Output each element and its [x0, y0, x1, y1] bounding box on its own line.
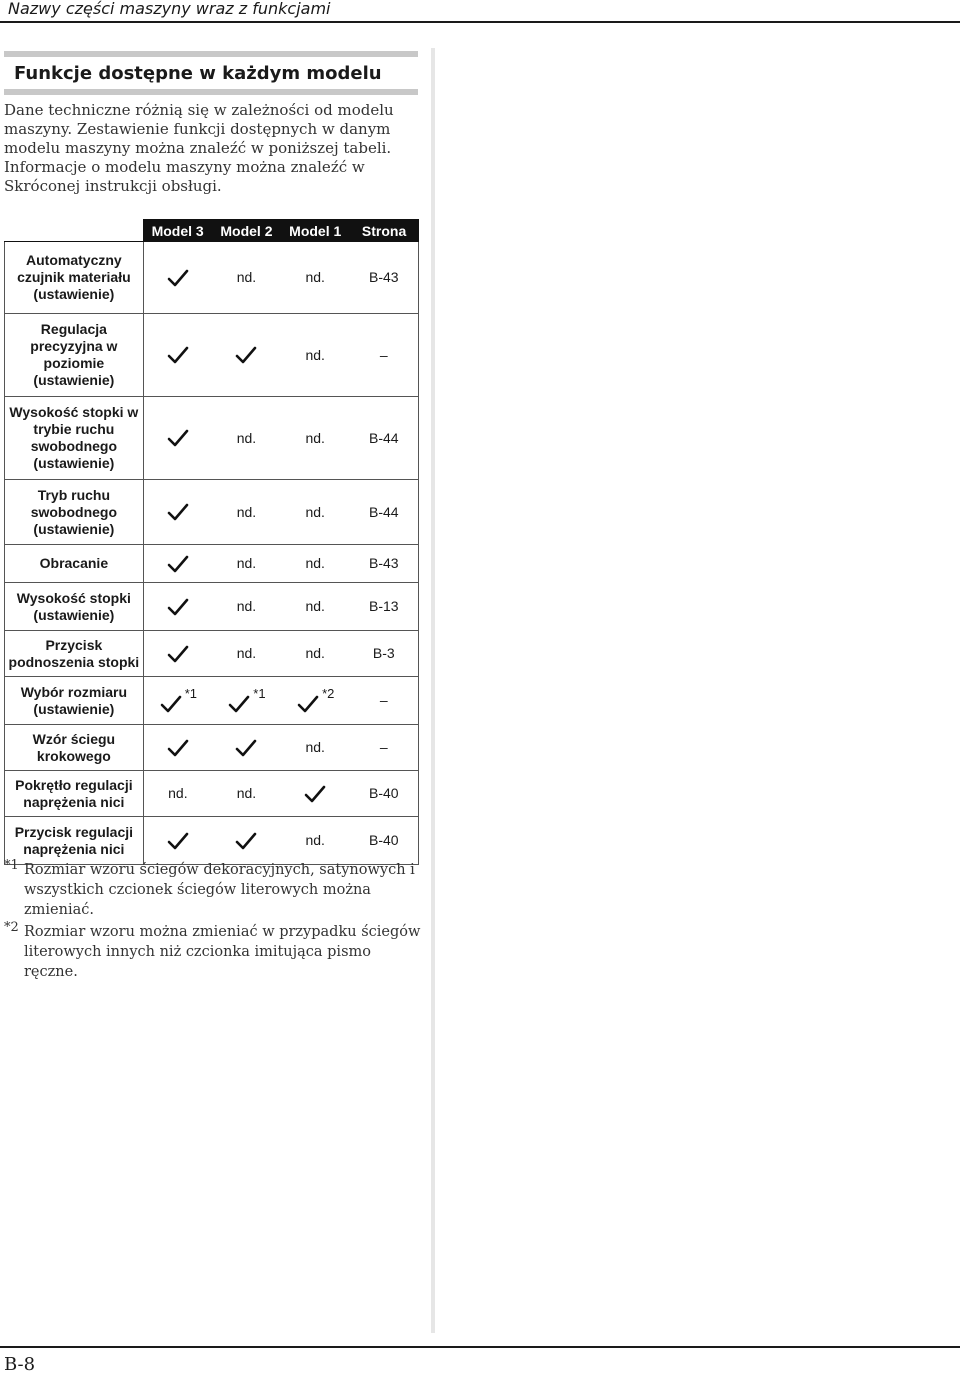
checkmark-icon	[166, 642, 190, 666]
model-cell	[143, 397, 212, 480]
model-cell	[143, 242, 212, 314]
feature-name: Regulacja precyzyjna w poziomie (ustawienie)	[5, 314, 144, 397]
cell-value: nd.	[305, 598, 325, 614]
table-row	[5, 631, 419, 677]
footnote-1	[4, 860, 424, 920]
model-cell	[212, 583, 281, 631]
checkmark-icon	[166, 500, 190, 524]
footnote-2	[4, 922, 424, 982]
table-header-row	[5, 220, 419, 242]
header-model-3: Model 3	[143, 220, 212, 242]
model-cell	[212, 817, 281, 865]
table-row	[5, 242, 419, 314]
page-ref-cell	[350, 725, 419, 771]
cell-value: nd.	[168, 785, 188, 801]
model-cell	[281, 725, 350, 771]
table-row	[5, 545, 419, 583]
cell-value: B-43	[369, 269, 399, 285]
cell-value: nd.	[236, 503, 257, 520]
model-cell	[212, 631, 281, 677]
model-cell	[212, 771, 281, 817]
footnote-mark: *1	[4, 858, 19, 873]
section-title: Funkcje dostępne w każdym modelu	[14, 63, 382, 84]
footer-rule	[0, 1346, 960, 1348]
model-cell	[143, 817, 212, 865]
checkmark-icon	[166, 426, 190, 450]
header-rule	[0, 21, 960, 23]
feature-name: Przycisk podnoszenia stopki	[5, 631, 144, 677]
table-row	[5, 817, 419, 865]
cell-value: B-43	[369, 555, 399, 571]
footnote-text: Rozmiar wzoru można zmieniać w przypadku ściegów literowych innych niż czcionka imitująca pismo ręczne.	[24, 924, 421, 980]
cell-value: nd.	[236, 785, 257, 801]
feature-name: Obracanie	[5, 545, 144, 583]
model-cell	[143, 725, 212, 771]
checkmark-icon	[234, 829, 258, 853]
table-row	[5, 771, 419, 817]
page-ref-cell	[350, 480, 419, 545]
page-ref-cell	[350, 545, 419, 583]
feature-name: Wzór ściegu krokowego	[5, 725, 144, 771]
table-row	[5, 583, 419, 631]
model-cell	[281, 314, 350, 397]
cell-value: nd.	[305, 645, 325, 661]
cell-value: B-44	[369, 429, 399, 446]
model-cell	[281, 631, 350, 677]
model-cell	[212, 242, 281, 314]
footnote-ref: *1	[253, 685, 266, 701]
header-page: Strona	[350, 220, 419, 242]
table-row	[5, 480, 419, 545]
model-cell	[143, 545, 212, 583]
section-heading	[4, 51, 418, 95]
model-cell	[281, 677, 350, 725]
model-cell	[281, 583, 350, 631]
cell-value: nd.	[305, 555, 325, 571]
feature-name: Wybór rozmiaru (ustawienie)	[5, 677, 144, 725]
footnote-mark: *2	[4, 920, 19, 935]
model-cell	[281, 242, 350, 314]
page-ref-cell	[350, 397, 419, 480]
model-cell	[212, 480, 281, 545]
table-row	[5, 677, 419, 725]
checkmark-icon	[227, 692, 251, 716]
model-cell	[212, 545, 281, 583]
page-ref-cell	[350, 314, 419, 397]
cell-value: B-3	[372, 645, 395, 661]
cell-value: B-40	[369, 832, 399, 848]
checkmark-icon	[166, 829, 190, 853]
header-model-1: Model 1	[281, 220, 350, 242]
cell-value: –	[379, 346, 388, 363]
cell-value: –	[379, 739, 388, 755]
checkmark-icon	[159, 692, 183, 716]
checkmark-icon	[166, 736, 190, 760]
cell-value: nd.	[305, 346, 325, 363]
cell-value: nd.	[305, 269, 325, 285]
cell-value: nd.	[236, 269, 257, 285]
table-row	[5, 397, 419, 480]
cell-value: nd.	[236, 429, 257, 446]
feature-name: Tryb ruchu swobodnego (ustawienie)	[5, 480, 144, 545]
header-corner	[5, 220, 144, 242]
page-ref-cell	[350, 583, 419, 631]
model-cell	[143, 480, 212, 545]
model-cell	[212, 314, 281, 397]
checkmark-icon	[166, 552, 190, 576]
cell-value: nd.	[305, 739, 325, 755]
cell-value: nd.	[236, 598, 257, 614]
footnote-text: Rozmiar wzoru ściegów dekoracyjnych, satynowych i wszystkich czcionek ściegów literowych można zmieniać.	[24, 862, 415, 918]
cell-value: B-40	[369, 785, 399, 801]
model-cell	[143, 314, 212, 397]
feature-name: Automatyczny czujnik materiału (ustawienie)	[5, 242, 144, 314]
table-row	[5, 725, 419, 771]
feature-name: Przycisk regulacji naprężenia nici	[5, 817, 144, 865]
model-cell	[143, 771, 212, 817]
model-cell	[281, 397, 350, 480]
cell-value: nd.	[236, 645, 257, 661]
model-cell	[281, 480, 350, 545]
footnote-ref: *1	[184, 685, 198, 701]
checkmark-icon	[234, 736, 258, 760]
table-row	[5, 314, 419, 397]
checkmark-icon	[234, 343, 258, 367]
model-cell	[143, 677, 212, 725]
model-cell	[143, 583, 212, 631]
header-model-2: Model 2	[212, 220, 281, 242]
page-ref-cell	[350, 771, 419, 817]
model-cell	[281, 771, 350, 817]
cell-value: nd.	[305, 429, 325, 446]
model-cell	[143, 631, 212, 677]
cell-value: –	[379, 692, 388, 708]
footnotes	[4, 860, 424, 984]
features-table	[4, 219, 419, 865]
page-ref-cell	[350, 677, 419, 725]
model-cell	[212, 397, 281, 480]
model-cell	[281, 545, 350, 583]
feature-name: Wysokość stopki (ustawienie)	[5, 583, 144, 631]
cell-value: B-13	[369, 598, 399, 614]
intro-paragraph: Dane techniczne różnią się w zależności od modelu maszyny. Zestawienie funkcji dostępnych w danym modelu maszyny można znaleźć w poniższej tabeli. Informacje o modelu maszyny można znaleźć w Skróconej instrukcji obsługi.	[4, 101, 394, 195]
checkmark-icon	[166, 595, 190, 619]
footnote-ref: *2	[322, 685, 335, 701]
cell-value: nd.	[305, 832, 325, 848]
model-cell	[281, 817, 350, 865]
page-number: B-8	[4, 1354, 36, 1375]
table-body	[5, 242, 419, 865]
model-cell	[212, 725, 281, 771]
checkmark-icon	[166, 266, 190, 290]
page-ref-cell	[350, 242, 419, 314]
feature-name: Wysokość stopki w trybie ruchu swobodnego (ustawienie)	[5, 397, 144, 480]
checkmark-icon	[296, 692, 320, 716]
feature-name: Pokrętło regulacji naprężenia nici	[5, 771, 144, 817]
cell-value: nd.	[236, 555, 257, 571]
running-header: Nazwy części maszyny wraz z funkcjami	[8, 0, 331, 18]
checkmark-icon	[166, 343, 190, 367]
page-ref-cell	[350, 817, 419, 865]
cell-value: B-44	[369, 503, 399, 520]
column-divider	[431, 48, 435, 1333]
model-cell	[212, 677, 281, 725]
section-title-bar	[4, 51, 418, 95]
checkmark-icon	[303, 782, 327, 806]
cell-value: nd.	[305, 503, 325, 520]
page-ref-cell	[350, 631, 419, 677]
